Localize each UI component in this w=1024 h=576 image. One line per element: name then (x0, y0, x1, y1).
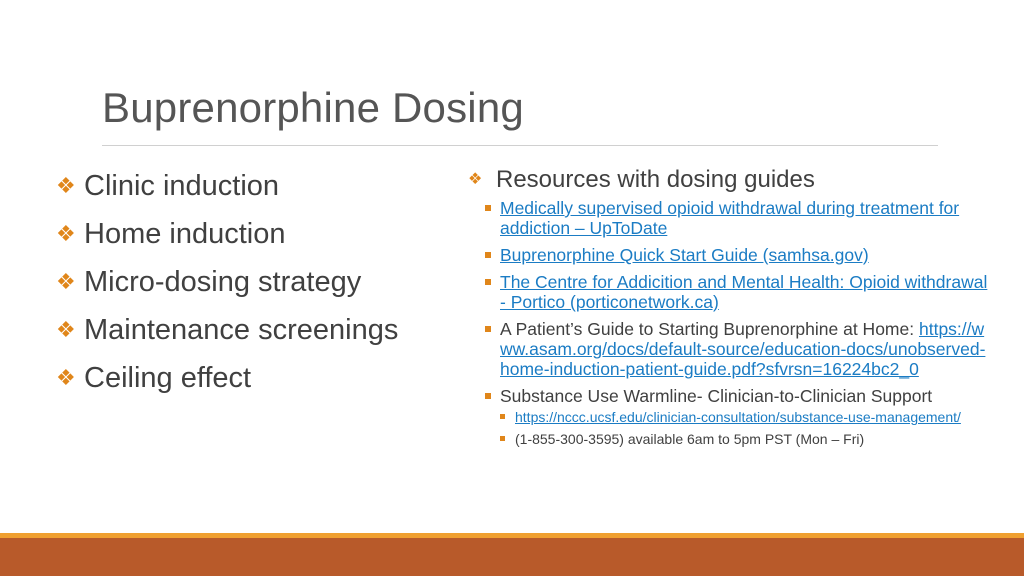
square-bullet-icon (485, 252, 491, 258)
list-item-label: Home induction (84, 217, 286, 250)
resources-heading (468, 166, 988, 194)
resource-item-asam (485, 319, 988, 379)
square-bullet-icon (485, 279, 491, 285)
warmline-sub-item (500, 431, 988, 447)
diamond-bullet-icon: ❖ (56, 365, 76, 390)
title-divider (102, 145, 938, 146)
diamond-bullet-icon: ❖ (56, 269, 76, 294)
asam-description: A Patient’s Guide to Starting Buprenorphine at Home: (500, 319, 915, 339)
warmline-description: Substance Use Warmline- Clinician-to-Clinician Support (500, 386, 933, 406)
diamond-bullet-icon: ❖ (56, 173, 76, 198)
resources-list (468, 198, 988, 447)
resource-item-portico (485, 272, 988, 312)
list-item-label: Ceiling effect (84, 361, 252, 394)
slide-title: Buprenorphine Dosing (102, 84, 524, 131)
square-bullet-icon (500, 414, 505, 419)
list-item-label: Micro-dosing strategy (84, 265, 362, 298)
uptodate-link[interactable]: Medically supervised opioid withdrawal during treatment for addiction – UpToDate (500, 198, 960, 238)
warmline-sublist (500, 409, 988, 447)
square-bullet-icon (485, 393, 491, 399)
warmline-sub-item (500, 409, 988, 425)
square-bullet-icon (500, 436, 505, 441)
diamond-bullet-icon: ❖ (56, 221, 76, 246)
diamond-bullet-icon: ❖ (56, 317, 76, 342)
square-bullet-icon (485, 326, 491, 332)
resource-item-warmline (485, 386, 988, 447)
asam-link[interactable]: https://www.asam.org/docs/default-source/education-docs/unobserved-home-induction-patient-guide.pdf?sfvrsn=16224bc2_0 (500, 319, 986, 379)
list-item (56, 210, 456, 258)
left-bullet-list (56, 162, 456, 402)
list-item (56, 162, 456, 210)
resources-heading-label: Resources with dosing guides (496, 166, 815, 193)
list-item (56, 258, 456, 306)
list-item (56, 306, 456, 354)
square-bullet-icon (485, 205, 491, 211)
list-item-label: Maintenance screenings (84, 313, 399, 346)
resource-item-samhsa (485, 245, 988, 265)
list-item (56, 354, 456, 402)
diamond-bullet-icon: ❖ (468, 171, 483, 188)
samhsa-link[interactable]: Buprenorphine Quick Start Guide (samhsa.gov) (500, 245, 869, 265)
portico-link[interactable]: The Centre for Addicition and Mental Health: Opioid withdrawal - Portico (porticonetwork.ca) (500, 272, 988, 312)
list-item-label: Clinic induction (84, 169, 280, 202)
warmline-phone: (1-855-300-3595) available 6am to 5pm PST (Mon – Fri) (515, 431, 865, 447)
footer-bar (0, 538, 1024, 576)
nccc-link[interactable]: https://nccc.ucsf.edu/clinician-consultation/substance-use-management/ (515, 409, 961, 425)
resource-item-uptodate (485, 198, 988, 238)
resources-panel (468, 166, 988, 454)
